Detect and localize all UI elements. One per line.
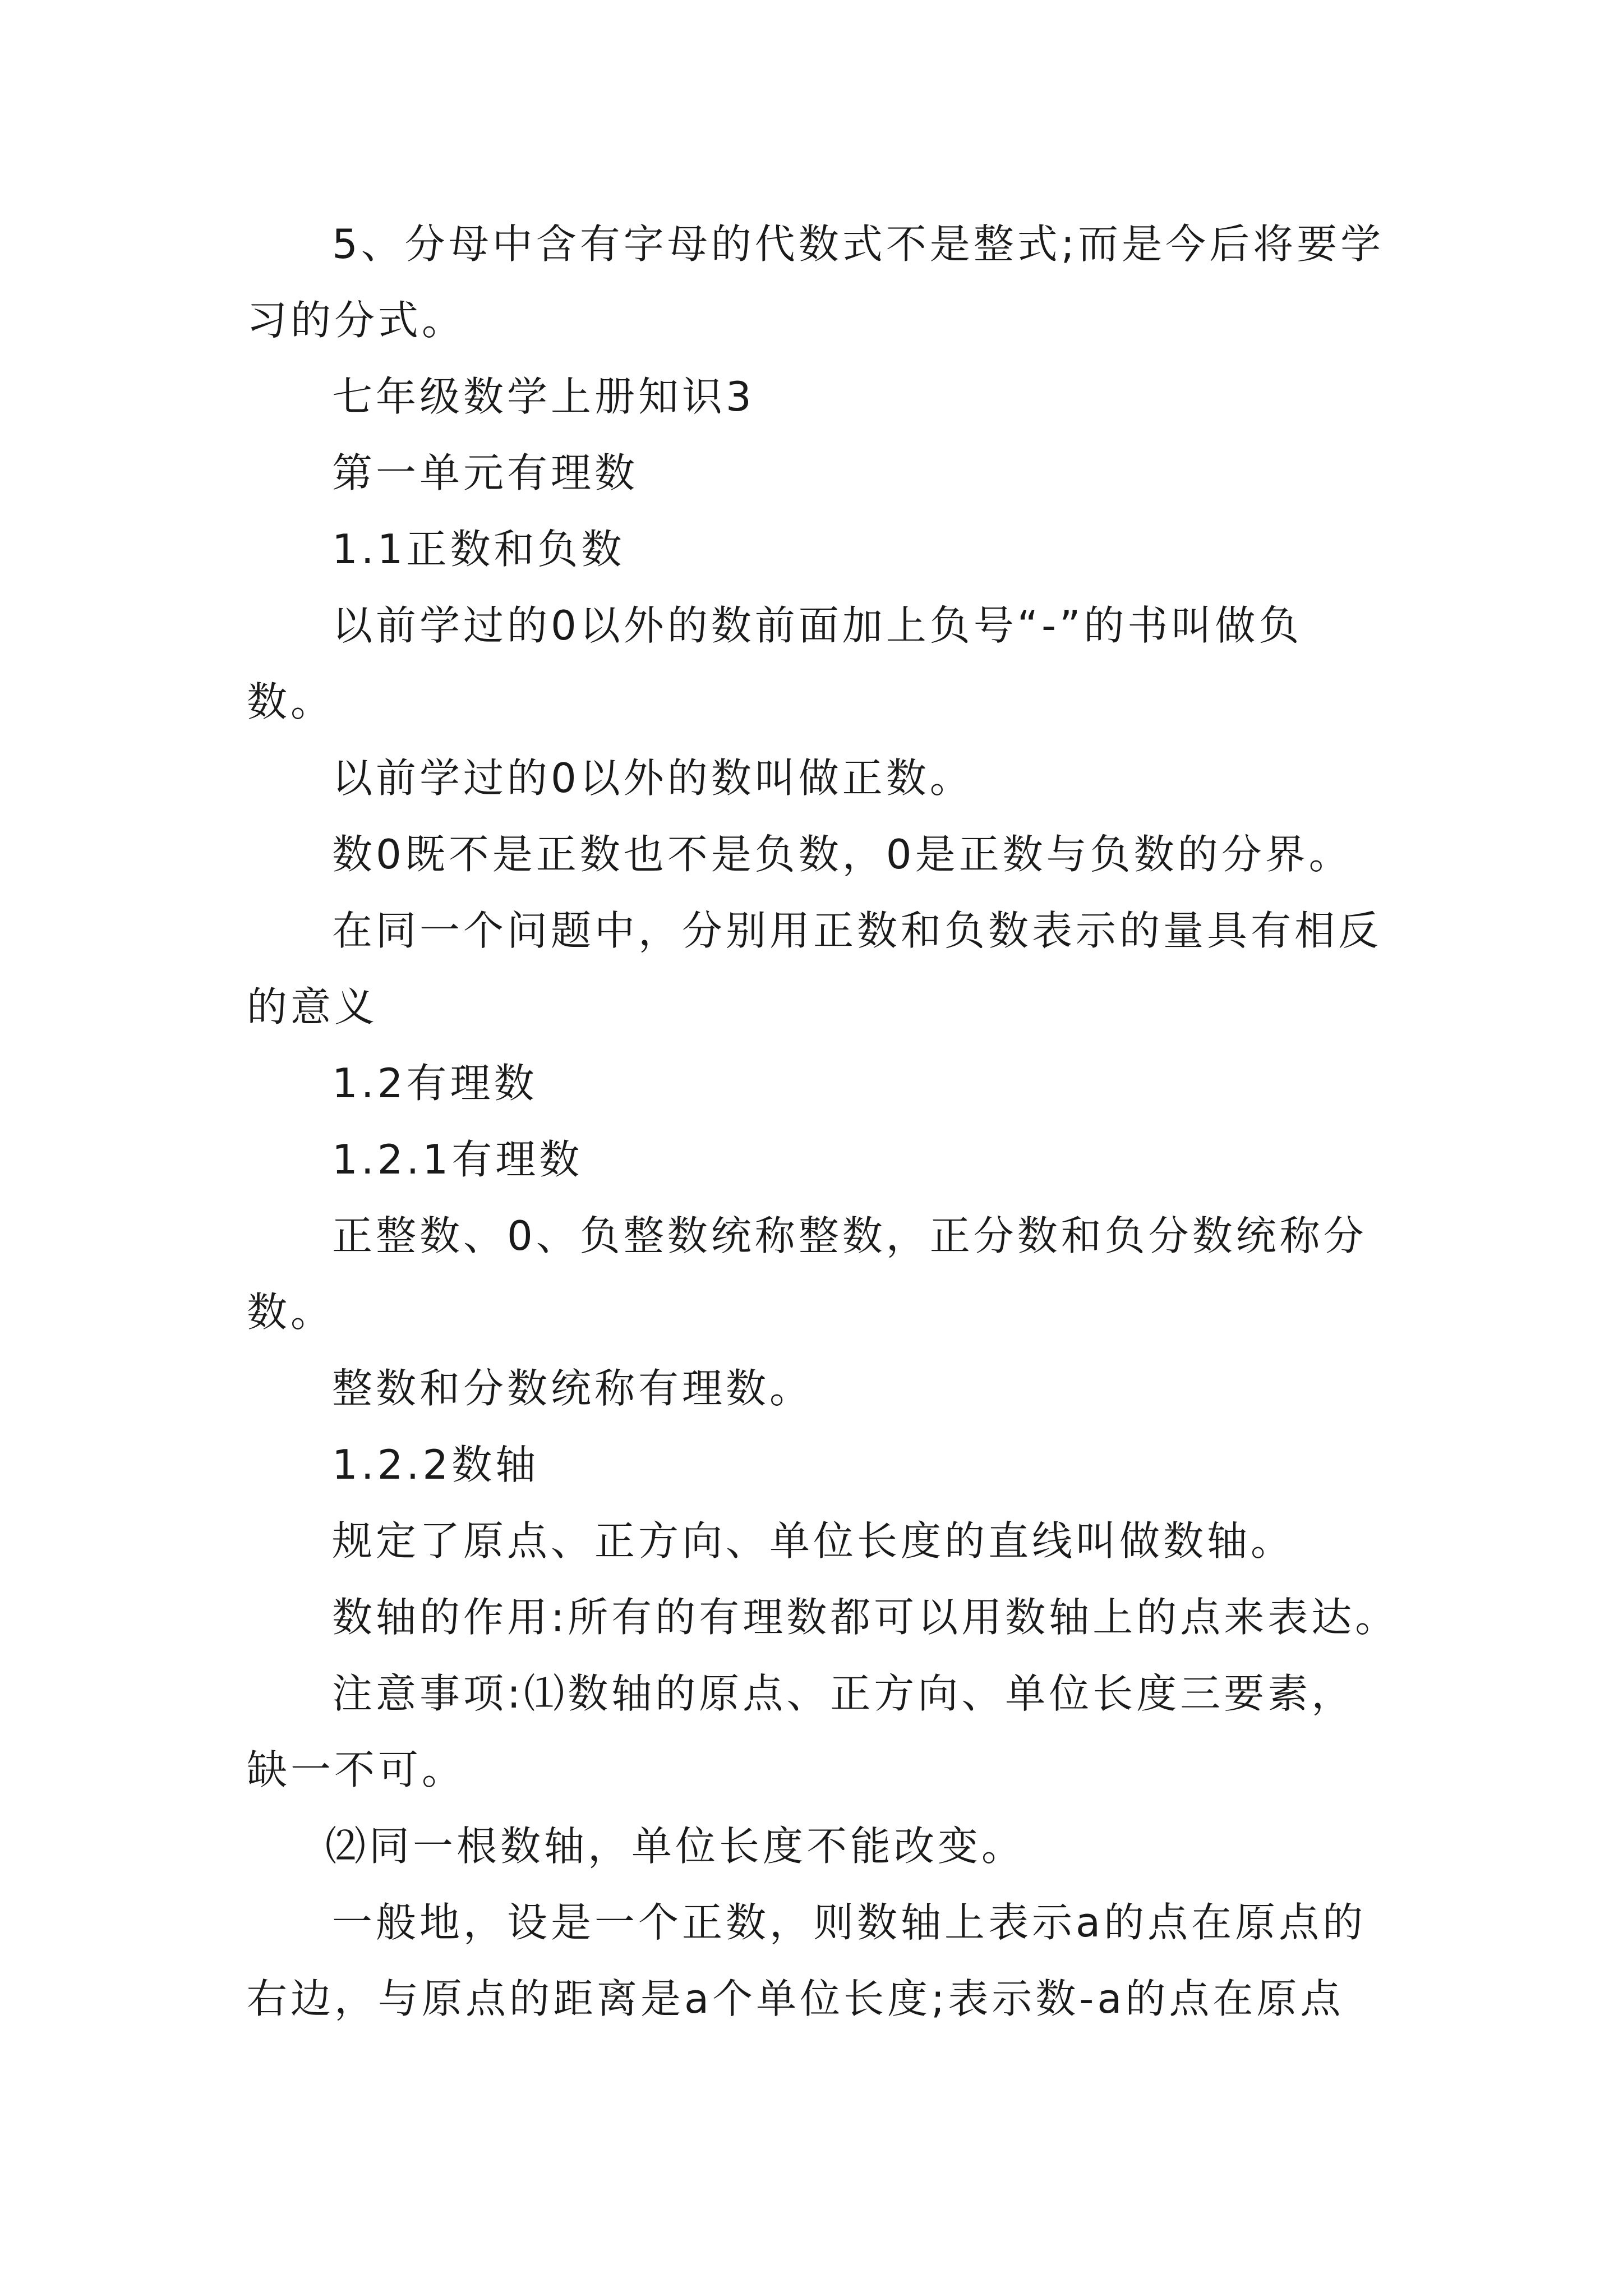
text-line-23: 一般地，设是一个正数，则数轴上表示a的点在原点的 — [332, 1899, 1367, 1946]
text-line-10: 在同一个问题中，分别用正数和负数表示的量具有相反 — [332, 907, 1382, 954]
text-line-16: 整数和分数统称有理数。 — [332, 1365, 814, 1412]
section-title: 七年级数学上册知识3 — [332, 373, 755, 420]
text-line-6: 以前学过的0以外的数前面加上负号“-”的书叫做负 — [332, 602, 1303, 649]
unit-title: 第一单元有理数 — [332, 449, 639, 496]
text-line-11: 的意义 — [247, 983, 379, 1030]
text-line-19: 数轴的作用:所有的有理数都可以用数轴上的点来表达。 — [332, 1594, 1399, 1641]
text-line-20: 注意事项:⑴数轴的原点、正方向、单位长度三要素， — [332, 1670, 1355, 1717]
text-line-2: 习的分式。 — [247, 297, 466, 344]
text-line-8: 以前学过的0以外的数叫做正数。 — [332, 754, 974, 802]
text-line-9: 数0既不是正数也不是负数，0是正数与负数的分界。 — [332, 831, 1353, 878]
heading-1-1: 1.1正数和负数 — [332, 526, 625, 573]
heading-1-2: 1.2有理数 — [332, 1060, 538, 1107]
heading-1-2-1: 1.2.1有理数 — [332, 1136, 583, 1183]
text-line-15: 数。 — [247, 1289, 335, 1336]
text-line-1: 5、分母中含有字母的代数式不是整式;而是今后将要学 — [332, 220, 1385, 268]
text-line-21: 缺一不可。 — [247, 1746, 466, 1793]
text-line-7: 数。 — [247, 678, 335, 725]
text-line-22: ⑵同一根数轴，单位长度不能改变。 — [325, 1823, 1026, 1870]
text-line-24: 右边，与原点的距离是a个单位长度;表示数-a的点在原点 — [247, 1975, 1344, 2022]
text-line-14: 正整数、0、负整数统称整数，正分数和负分数统称分 — [332, 1212, 1367, 1259]
text-line-18: 规定了原点、正方向、单位长度的直线叫做数轴。 — [332, 1517, 1295, 1565]
heading-1-2-2: 1.2.2数轴 — [332, 1441, 540, 1488]
